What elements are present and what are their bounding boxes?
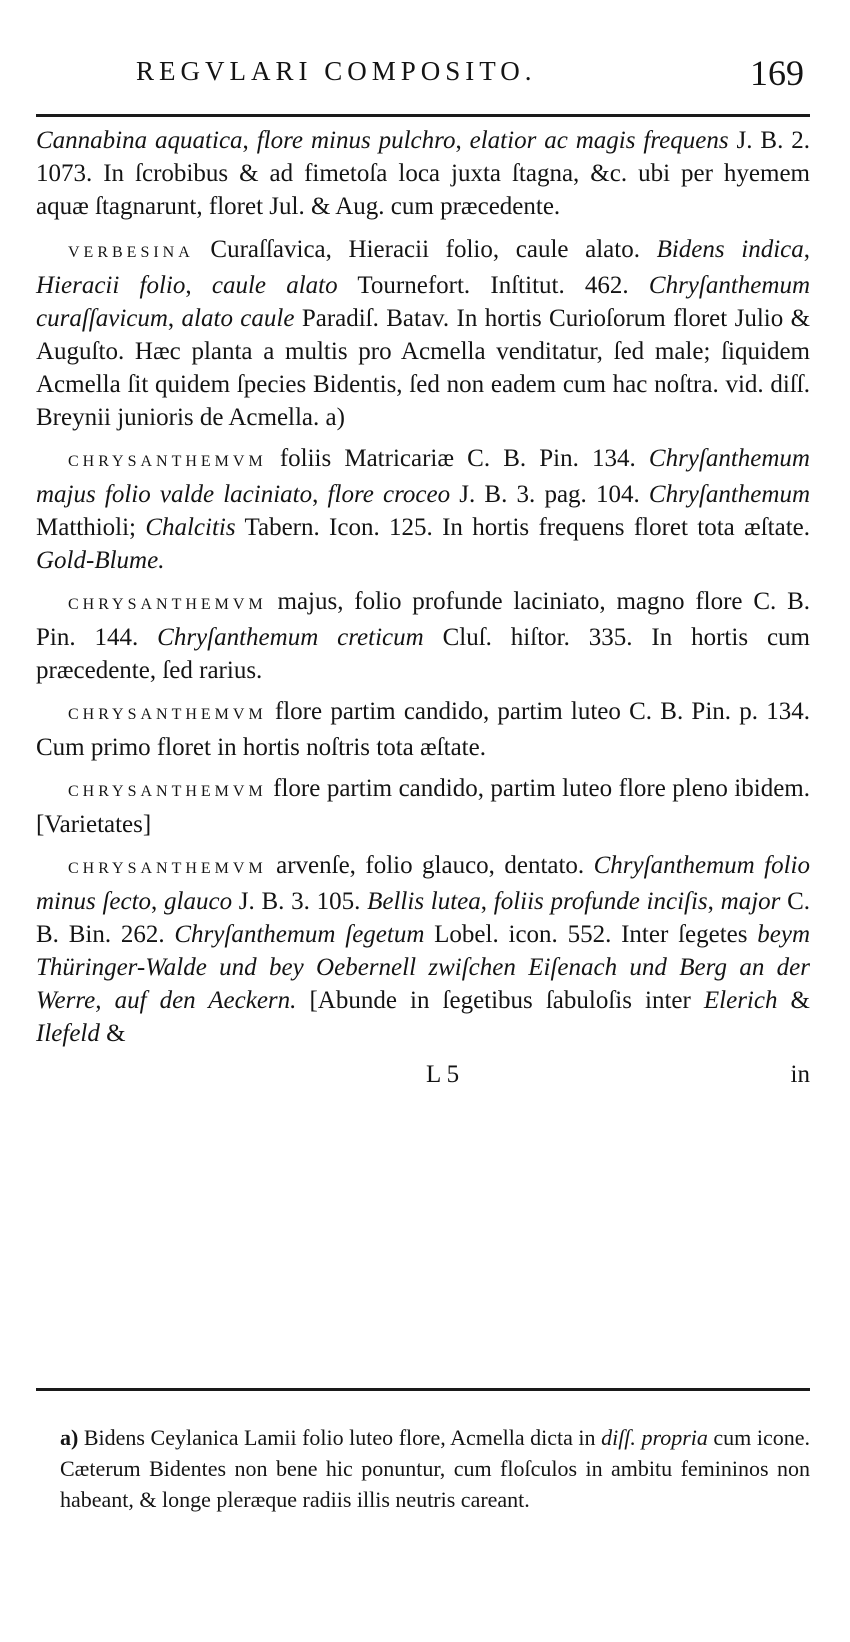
text-run: , [480,888,494,915]
text-run: Lobel. icon. 552. Inter ſegetes [424,921,758,948]
text-run: flore croceo [327,481,451,508]
running-title: REGVLARI COMPOSITO. [136,56,537,86]
text-run: Chryſanthemum [648,481,811,508]
text-run: & [777,987,810,1014]
text-run: arvenſe, folio glauco, dentato. [266,852,594,879]
text-run: , [151,888,165,915]
text-run: & [99,1020,126,1047]
catchword: in [790,1061,810,1088]
text-run: , [455,127,470,154]
entry-name: CHRYSANTHEMVM [68,453,267,470]
text-run: elatior ac magis frequens [469,127,729,154]
text-run: flore minus pulchro [256,127,456,154]
text-run: Bidens Ceylanica Lamii folio luteo flore, Acmella dicta in [78,1425,602,1450]
catchline [36,1058,810,1092]
text-run: , [242,127,257,154]
text-run: Chryſanthemum creticum [157,624,424,651]
text-run: J. B. 3. 105. [232,888,368,915]
text-run: Chryſanthemum curaſſavicum [36,272,811,332]
text-run: Ilefeld [36,1020,100,1047]
text-run: , [167,305,182,332]
body-text [36,124,810,1092]
text-run: Elerich [703,987,778,1014]
entry-chrysanthemum-matricariae [36,442,810,577]
signature-mark: L 5 [426,1061,460,1088]
entry-chrysanthemum-arvense [36,849,810,1050]
text-run: Chryſanthemum folio minus ſecto [36,852,810,915]
text-run: beym Thüringer-Walde und bey Oebernell zwiſchen Eiſenach und Berg an der Werre, auf den Aeckern. [36,921,810,1014]
text-run: Hieracii folio [36,272,186,299]
text-run: Chryſanthemum ſegetum [174,921,425,948]
entry-chrysanthemum-majus [36,585,810,687]
text-run: Matthioli; [36,514,146,541]
footnote-mark: a) [60,1425,79,1450]
page-number: 169 [750,53,804,93]
entry-name: CHRYSANTHEMVM [68,596,267,613]
running-head [36,52,814,98]
text-run: foliis Matricariæ C. B. Pin. 134. [266,445,649,472]
text-run: Paradiſ. Batav. In hortis Curioſorum floret Julio & Auguſto. Hæc planta a multis pro Acmella venditatur, ſed male; ſiquidem Acmella ſit quidem ſpecies Bidentis, ſed non eadem cum hac noſtra. vid. diſſ. Breynii junioris de Acmella. a) [36,305,811,431]
text-run: flore partim candido, partim luteo flore pleno ibidem. [Varietates] [36,775,810,838]
text-run: caule alato [211,272,338,299]
text-run: Chryſanthemum majus folio valde laciniato [36,445,810,508]
entry-name: CHRYSANTHEMVM [68,783,267,800]
entry-chrysanthemum-partim [36,695,810,764]
footnote-rule [36,1388,810,1391]
text-run: Chalcitis [145,514,236,541]
header-rule [36,114,810,117]
text-run: alato caule [181,305,295,332]
text-run: [Abunde in ſegetibus ſabuloſis inter [296,987,704,1014]
text-run: , [707,888,721,915]
footnote [60,1422,810,1515]
text-run: glauco [164,888,233,915]
text-run: flore partim candido, partim luteo C. B. Pin. p. 134. Cum primo floret in hortis noſtris tota æſtate. [36,698,810,761]
text-run: , [185,272,212,299]
text-run: major [720,888,781,915]
entry-name: CHRYSANTHEMVM [68,706,267,723]
entry-name: VERBESINA [68,244,194,261]
text-run: cum icone. Cæterum Bidentes non bene hic ponuntur, cum floſculos in ambitu femininos non habeant, & longe pleræque radiis illis neutris careant. [60,1425,810,1512]
text-run: Bellis lutea [367,888,481,915]
text-run: majus, folio profunde laciniato, magno flore C. B. Pin. 144. [36,588,810,651]
entry-name: CHRYSANTHEMVM [68,860,267,877]
text-run: Cannabina aquatica [36,127,243,154]
entry-chrysanthemum-pleno [36,772,810,841]
text-run: Cluſ. hiſtor. 335. In hortis cum præcedente, ſed rarius. [36,624,810,684]
text-run: , [312,481,328,508]
text-run: Bidens indica [656,236,804,263]
text-run: J. B. 2. 1073. In ſcrobibus & ad fimetoſa loca juxta ſtagna, &c. ubi per hyemem aquæ ſtagnarunt, floret Jul. & Aug. cum præcedente. [36,127,811,220]
text-run: Tournefort. Inſtitut. 462. [337,272,649,299]
entry-verbesina [36,233,810,434]
text-run: foliis profunde inciſis [493,888,708,915]
entry-cannabina [36,124,810,223]
text-run: Tabern. Icon. 125. In hortis frequens floret tota æſtate. [235,514,811,541]
text-run: Curaſſavica, Hieracii folio, caule alato. [193,236,657,263]
text-run: J. B. 3. pag. 104. [450,481,649,508]
text-run: diſſ. propria [601,1425,708,1450]
text-run: Gold-Blume. [36,547,165,574]
text-run: C. B. Bin. 262. [36,888,811,948]
text-run: , [803,236,811,263]
